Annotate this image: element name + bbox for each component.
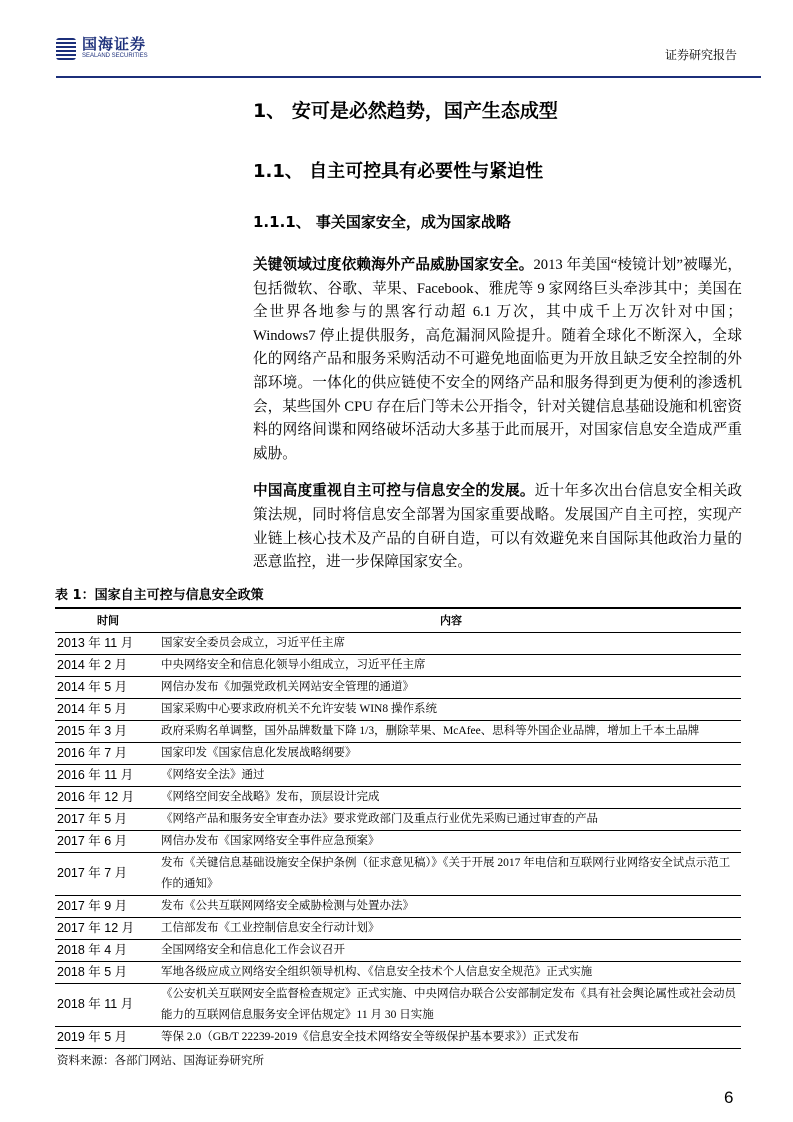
row-content: 《网络安全法》通过 [161, 764, 741, 786]
paragraph [253, 254, 742, 466]
row-date: 2015 年 3 月 [55, 720, 161, 742]
table-row [55, 764, 741, 786]
row-date: 2019 年 5 月 [55, 1026, 161, 1048]
row-date: 2014 年 5 月 [55, 676, 161, 698]
table-row [55, 983, 741, 1026]
row-content: 工信部发布《工业控制信息安全行动计划》 [161, 917, 741, 939]
table-row [55, 1026, 741, 1048]
paragraph-lead: 中国高度重视自主可控与信息安全的发展。 [253, 483, 535, 500]
row-date: 2017 年 5 月 [55, 808, 161, 830]
logo-mark-icon [56, 38, 76, 60]
row-content: 政府采购名单调整，国外品牌数量下降 1/3，删除苹果、McAfee、思科等外国企业品牌，增加上千本土品牌 [161, 720, 741, 742]
table-row [55, 654, 741, 676]
paragraph [253, 480, 742, 574]
row-content: 网信办发布《加强党政机关网站安全管理的通道》 [161, 676, 741, 698]
table-row [55, 830, 741, 852]
row-content: 国家采购中心要求政府机关不允许安装 WIN8 操作系统 [161, 698, 741, 720]
row-content: 军地各级应成立网络安全组织领导机构、《信息安全技术个人信息安全规范》正式实施 [161, 961, 741, 983]
row-date: 2016 年 12 月 [55, 786, 161, 808]
row-content: 全国网络安全和信息化工作会议召开 [161, 939, 741, 961]
row-date: 2018 年 11 月 [55, 983, 161, 1026]
doc-type: 证券研究报告 [664, 48, 737, 62]
row-date: 2013 年 11 月 [55, 632, 161, 654]
heading-3: 1.1.1、 事关国家安全，成为国家战略 [253, 213, 511, 231]
row-date: 2014 年 5 月 [55, 698, 161, 720]
company-logo [56, 37, 148, 60]
table-row [55, 895, 741, 917]
table-row [55, 676, 741, 698]
row-date: 2018 年 4 月 [55, 939, 161, 961]
table-row [55, 698, 741, 720]
row-content: 发布《公共互联网网络安全威胁检测与处置办法》 [161, 895, 741, 917]
row-date: 2016 年 11 月 [55, 764, 161, 786]
row-content: 网信办发布《国家网络安全事件应急预案》 [161, 830, 741, 852]
table-row [55, 632, 741, 654]
row-date: 2016 年 7 月 [55, 742, 161, 764]
logo-cn: 国海证券 [82, 35, 147, 53]
row-date: 2017 年 7 月 [55, 852, 161, 895]
table-row [55, 808, 741, 830]
column-header-content: 内容 [161, 608, 741, 633]
column-header-time: 时间 [55, 608, 161, 633]
logo-en: SEALAND SECURITIES [82, 53, 148, 59]
table-block [55, 587, 741, 1069]
page-number: 6 [724, 1088, 734, 1107]
table-row [55, 939, 741, 961]
row-content: 《网络产品和服务安全审查办法》要求党政部门及重点行业优先采购已通过审查的产品 [161, 808, 741, 830]
table-row [55, 786, 741, 808]
header-divider [56, 76, 761, 78]
table-row [55, 961, 741, 983]
heading-1: 1、 安可是必然趋势，国产生态成型 [253, 100, 558, 122]
row-content: 《公安机关互联网安全监督检查规定》正式实施、中央网信办联合公安部制定发布《具有社会舆论属性或社会动员能力的互联网信息服务安全评估规定》11 月 30 日实施 [161, 983, 741, 1026]
table-row [55, 720, 741, 742]
row-date: 2017 年 9 月 [55, 895, 161, 917]
row-content: 中央网络安全和信息化领导小组成立，习近平任主席 [161, 654, 741, 676]
row-content: 《网络空间安全战略》发布，顶层设计完成 [161, 786, 741, 808]
policy-table [55, 607, 741, 1049]
main-column [253, 78, 742, 575]
row-content: 国家安全委员会成立，习近平任主席 [161, 632, 741, 654]
row-content: 国家印发《国家信息化发展战略纲要》 [161, 742, 741, 764]
paragraph-body: 近十年多次出台信息安全相关政策法规，同时将信息安全部署为国家重要战略。发展国产自主可控，实现产业链上核心技术及产品的自研自造，可以有效避免来自国际其他政治力量的恶意监控，进一步保障国家安全。 [253, 483, 742, 571]
row-date: 2017 年 12 月 [55, 917, 161, 939]
table-source: 资料来源：各部门网站、国海证券研究所 [57, 1054, 264, 1067]
paragraph-body: 2013 年美国“棱镜计划”被曝光，包括微软、谷歌、苹果、Facebook、雅虎等 9 家网络巨头牵涉其中；美国在全世界各地参与的黑客行动超 6.1 万次，其中成千上万次针对中国；Windows7 停止提供服务，高危漏洞风险提升。随着全球化不断深入，全球化的网络产品和服务采购活动不可避免地面临更为开放且缺乏安全控制的外部环境。一体化的供应链使不安全的网络产品和服务得到更为便利的渗透机会，某些国外 CPU 存在后门等未公开指令，针对关键信息基础设施和机密资料的网络间谍和网络破坏活动大多基于此而展开，对国家信息安全造成严重威胁。 [253, 257, 742, 462]
table-row [55, 917, 741, 939]
table-row [55, 852, 741, 895]
paragraph-lead: 关键领域过度依赖海外产品威胁国家安全。 [253, 257, 534, 273]
table-row [55, 742, 741, 764]
row-date: 2018 年 5 月 [55, 961, 161, 983]
heading-2: 1.1、 自主可控具有必要性与紧迫性 [253, 161, 544, 182]
row-date: 2017 年 6 月 [55, 830, 161, 852]
row-content: 等保 2.0（GB/T 22239-2019《信息安全技术网络安全等级保护基本要求》）正式发布 [161, 1026, 741, 1048]
row-content: 发布《关键信息基础设施安全保护条例（征求意见稿）》《关于开展 2017 年电信和互联网行业网络安全试点示范工作的通知》 [161, 852, 741, 895]
page-header [0, 0, 793, 78]
table-caption: 表 1：国家自主可控与信息安全政策 [55, 587, 264, 603]
row-date: 2014 年 2 月 [55, 654, 161, 676]
